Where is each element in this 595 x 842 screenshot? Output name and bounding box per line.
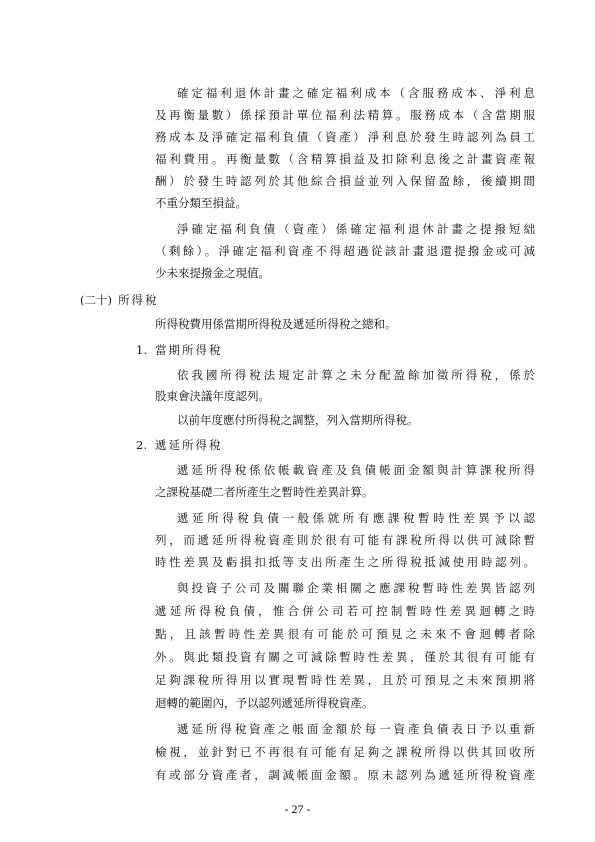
text-line: 酬）於發生時認列於其他綜合損益並列入保留盈餘，後續期間 <box>155 174 535 188</box>
page-number: - 27 - <box>284 802 311 816</box>
section-title: 所得稅 <box>118 293 159 307</box>
item-title: 遞延所得稅 <box>155 438 223 452</box>
text-line: 有或部分資產者，調減帳面金額。原未認列為遞延所得稅資產 <box>155 768 535 782</box>
section-number: (二十) <box>80 293 112 307</box>
text-line: 不重分類至損益。 <box>155 196 247 210</box>
text-line: 少未來提撥金之現值。 <box>155 266 270 280</box>
text-line: 遞延所得稅負債，惟合併公司若可控制暫時性差異迴轉之時 <box>155 604 535 618</box>
text-line: 列，而遞延所得稅資產則於很有可能有課稅所得以供可減除暫 <box>155 533 535 547</box>
text-line: 與投資子公司及關聯企業相關之應課稅暫時性差異皆認列 <box>177 581 535 595</box>
text-line: 時性差異及虧損扣抵等支出所產生之所得稅抵減使用時認列。 <box>155 555 535 569</box>
text-line: 及再衡量數）係採預計單位福利法精算。服務成本（含當期服 <box>155 108 535 122</box>
section-intro: 所得稅費用係當期所得稅及遞延所得稅之總和。 <box>155 317 397 331</box>
text-line: 點，且該暫時性差異很有可能於可預見之未來不會迴轉者除 <box>155 627 535 641</box>
item-title: 當期所得稅 <box>155 343 223 357</box>
text-line: 遞延所得稅負債一般係就所有應課稅暫時性差異予以認 <box>177 511 535 525</box>
item-number: 2. <box>136 438 147 452</box>
text-line: 股東會決議年度認列。 <box>155 389 270 403</box>
text-line: 確定福利退休計畫之確定福利成本（含服務成本、淨利息 <box>177 86 535 100</box>
text-line: 檢視，並針對已不再很有可能有足夠之課稅所得以供其回收所 <box>155 745 535 759</box>
item-number: 1. <box>136 343 147 357</box>
text-line: 福利費用。再衡量數（含精算損益及扣除利息後之計畫資產報 <box>155 152 535 166</box>
text-line: 務成本及淨確定福利負債（資產）淨利息於發生時認列為員工 <box>155 130 535 144</box>
text-line: 淨確定福利負債（資產）係確定福利退休計畫之提撥短絀 <box>177 222 535 236</box>
text-line: 迴轉的範圍內，予以認列遞延所得稅資產。 <box>155 696 374 710</box>
text-line: （剩餘）。淨確定福利資產不得超過從該計畫退還提撥金或可減 <box>155 244 535 258</box>
text-line: 遞延所得稅係依帳載資產及負債帳面金額與計算課稅所得 <box>177 463 535 477</box>
text-line: 足夠課稅所得用以實現暫時性差異，且於可預見之未來預期將 <box>155 673 535 687</box>
current-tax-adjustment: 以前年度應付所得稅之調整，列入當期所得稅。 <box>177 413 419 427</box>
text-line: 之課稅基礎二者所產生之暫時性差異計算。 <box>155 485 374 499</box>
text-line: 依我國所得稅法規定計算之未分配盈餘加徵所得稅，係於 <box>177 368 535 382</box>
text-line: 外。與此類投資有關之可減除暫時性差異，僅於其很有可能有 <box>155 650 535 664</box>
text-line: 遞延所得稅資產之帳面金額於每一資產負債表日予以重新 <box>177 722 535 736</box>
